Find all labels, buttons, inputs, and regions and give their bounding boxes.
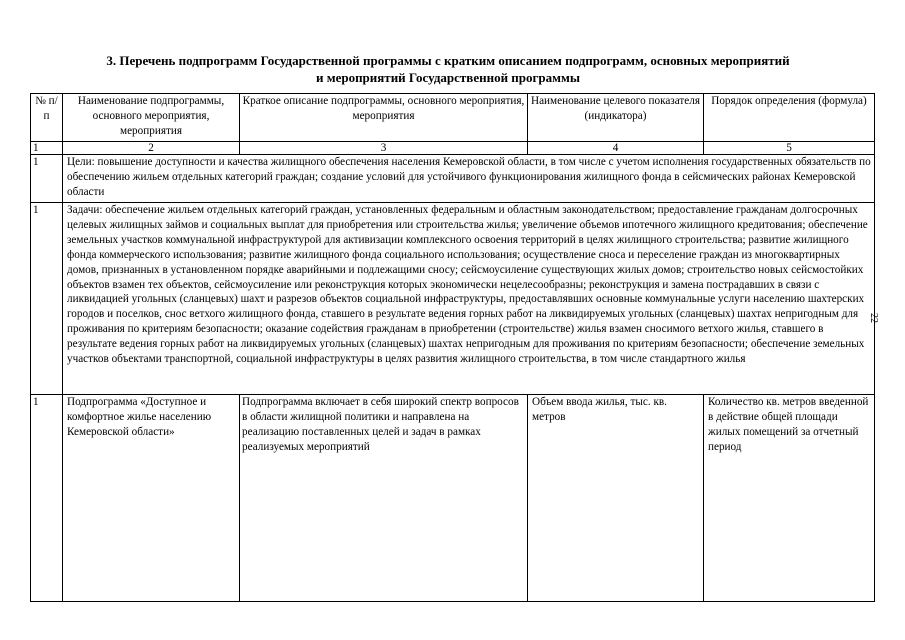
section-title-line1: 3. Перечень подпрограмм Государственной программы с кратким описанием подпрограмм, основных мероприятий xyxy=(106,53,790,68)
page-number: 22 xyxy=(868,313,879,323)
subprogram-indicator: Объем ввода жилья, тыс. кв. метров xyxy=(528,395,704,602)
section-title xyxy=(30,52,866,86)
header-description: Краткое описание подпрограммы, основного мероприятия, мероприятия xyxy=(240,94,528,142)
column-number: 1 xyxy=(31,142,63,155)
header-indicator: Наименование целевого показателя (индикатора) xyxy=(528,94,704,142)
header-formula: Порядок определения (формула) xyxy=(704,94,875,142)
column-number: 4 xyxy=(528,142,704,155)
subprograms-table xyxy=(30,93,875,602)
header-subprogram-name: Наименование подпрограммы, основного мероприятия, мероприятия xyxy=(63,94,240,142)
column-numbers-row xyxy=(31,142,875,155)
tasks-row xyxy=(31,203,875,395)
subprogram-row xyxy=(31,395,875,602)
column-number: 5 xyxy=(704,142,875,155)
subprogram-row-number: 1 xyxy=(31,395,63,602)
column-number: 2 xyxy=(63,142,240,155)
column-number: 3 xyxy=(240,142,528,155)
goals-row xyxy=(31,155,875,203)
goals-row-number: 1 xyxy=(31,155,63,203)
section-title-line2: и мероприятий Государственной программы xyxy=(315,70,581,85)
goals-text: Цели: повышение доступности и качества жилищного обеспечения населения Кемеровской области, в том числе с учетом исполнения государственных обязательств по обеспечению жильем отдельных категорий граждан; создание условий для устойчивого функционирования жилищного фонда в сейсмических районах Кемеровской области xyxy=(63,155,875,203)
subprogram-formula: Количество кв. метров введенной в действие общей площади жилых помещений за отчетный период xyxy=(704,395,875,602)
tasks-row-number: 1 xyxy=(31,203,63,395)
tasks-text: Задачи: обеспечение жильем отдельных категорий граждан, установленных федеральным и областным законодательством; предоставление гражданам долгосрочных целевых жилищных займов и социальных выплат для приобретения или строительства жилья; увеличение объемов ипотечного жилищного кредитования; обеспечение земельных участков коммунальной инфраструктурой для активизации комплексного освоения территорий в целях жилищного строительства; развитие жилищного фонда коммерческого использования; развитие жилищного фонда социального использования; осуществление сноса и переселение граждан из многоквартирных домов, признанных в установленном порядке аварийными и подлежащими сносу; сейсмоусиление существующих жилых домов; строительство новых сейсмостойких объектов взамен тех объектов, сейсмоусиление или реконструкция которых экономически нецелесообразны; реконструкция и замена пострадавших в связи с ликвидацией угольных (сланцевых) шахт и разрезов объектов социальной инфраструктуры, предоставлявших основные коммунальные услуги населению шахтерских городов и поселков, снос ветхого жилищного фонда, ставшего в результате ведения горных работ на ликвидируемых угольных (сланцевых) шахтах непригодным для проживания по критериям безопасности; оказание содействия гражданам в приобретении (строительстве) жилья взамен сносимого ветхого жилья, ставшего в результате ведения горных работ на ликвидируемых угольных (сланцевых) шахтах непригодным для проживания по критериям безопасности; обеспечение земельных участков объектами транспортной, социальной инфраструктуры в целях развития жилищного строительства, в том числе стандартного жилья xyxy=(63,203,875,395)
header-number: № п/п xyxy=(31,94,63,142)
subprogram-description: Подпрограмма включает в себя широкий спектр вопросов в области жилищной политики и направлена на реализацию поставленных целей и задач в рамках реализуемых мероприятий xyxy=(240,395,528,602)
subprogram-name: Подпрограмма «Доступное и комфортное жилье населению Кемеровской области» xyxy=(63,395,240,602)
table-header-row xyxy=(31,94,875,142)
